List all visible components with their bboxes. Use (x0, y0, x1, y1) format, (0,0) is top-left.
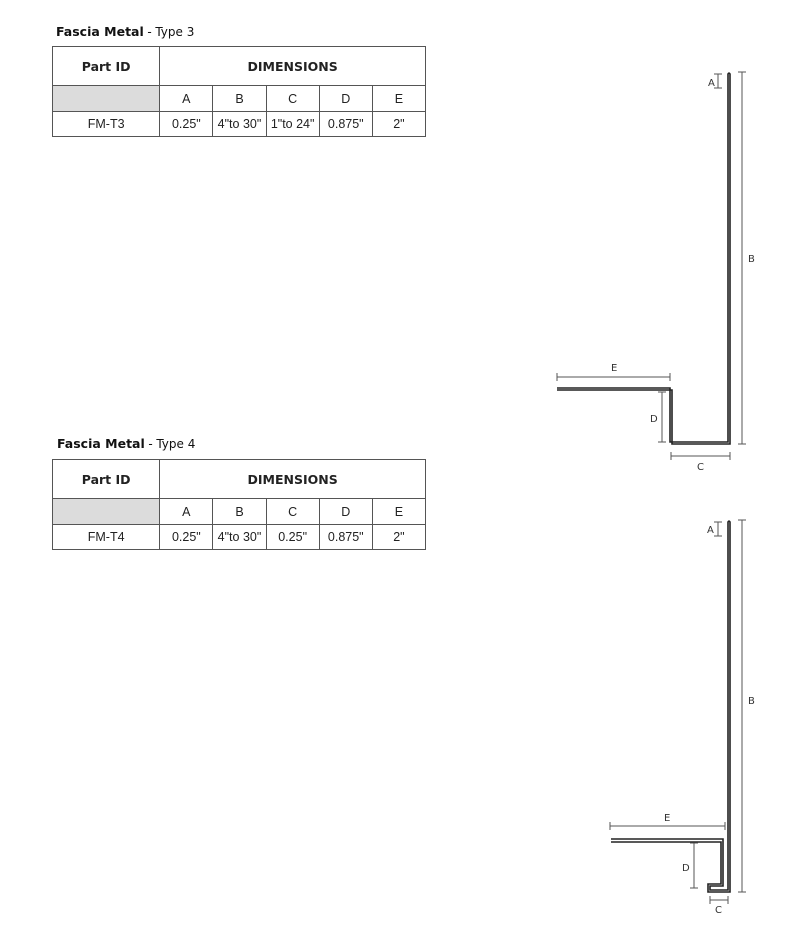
section-type-label: Type 3 (155, 25, 195, 39)
dim-label-d: D (650, 414, 658, 425)
dim-label-a: A (707, 525, 714, 536)
value-cell-b: 4"to 30" (213, 112, 266, 137)
value-cell-d: 0.875" (319, 112, 372, 137)
dim-label-e: E (611, 363, 618, 374)
value-cell-a: 0.25" (160, 525, 213, 550)
dim-label-c: C (715, 905, 722, 916)
section-title-main: Fascia Metal (57, 436, 145, 451)
profile-outline (611, 521, 730, 892)
section-title-type4: Fascia Metal - Type 4 (57, 436, 196, 451)
column-header-c: C (266, 499, 319, 525)
section-title-main: Fascia Metal (56, 24, 144, 39)
value-cell-c: 0.25" (266, 525, 319, 550)
section-type-label: Type 4 (156, 437, 196, 451)
dim-label-b: B (748, 696, 755, 707)
column-header-d: D (319, 499, 372, 525)
value-cell-a: 0.25" (160, 112, 213, 137)
column-header-e: E (372, 499, 425, 525)
part-id-cell: FM-T3 (53, 112, 160, 137)
value-cell-e: 2" (372, 112, 425, 137)
value-cell-d: 0.875" (319, 525, 372, 550)
dim-label-d: D (682, 863, 690, 874)
column-header-b: B (213, 86, 266, 112)
dim-label-e: E (664, 813, 671, 824)
column-header-d: D (319, 86, 372, 112)
section-title-type3: Fascia Metal - Type 3 (56, 24, 195, 39)
dim-label-b: B (748, 254, 755, 265)
dimensions-header: DIMENSIONS (160, 460, 426, 499)
column-header-a: A (160, 86, 213, 112)
value-cell-b: 4"to 30" (213, 525, 266, 550)
dimensions-header: DIMENSIONS (160, 47, 426, 86)
column-header-a: A (160, 499, 213, 525)
value-cell-e: 2" (372, 525, 425, 550)
column-header-c: C (266, 86, 319, 112)
column-header-e: E (372, 86, 425, 112)
part-id-header: Part ID (53, 47, 160, 86)
part-id-cell: FM-T4 (53, 525, 160, 550)
part-id-header: Part ID (53, 460, 160, 499)
dim-label-a: A (708, 78, 715, 89)
value-cell-c: 1"to 24" (266, 112, 319, 137)
dim-label-c: C (697, 462, 704, 473)
column-header-b: B (213, 499, 266, 525)
